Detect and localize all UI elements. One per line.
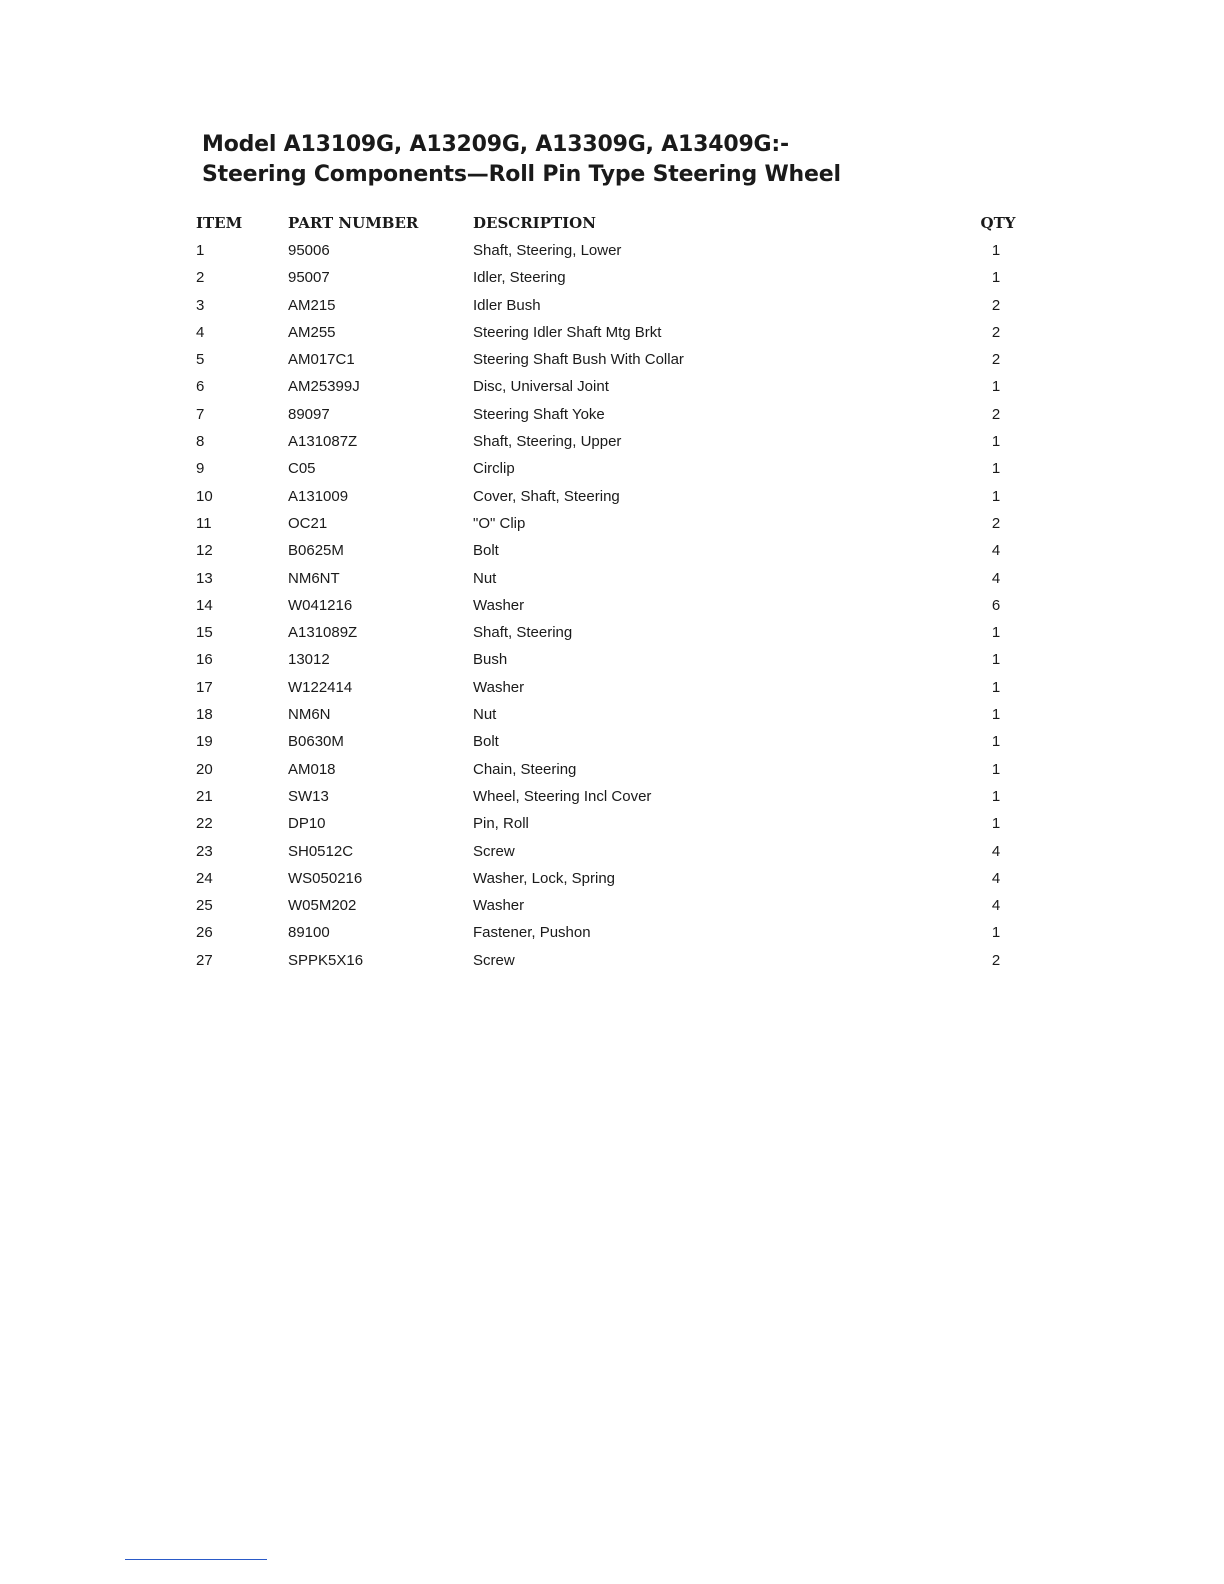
item-cell: 26	[196, 924, 213, 942]
footer-rule	[125, 1559, 267, 1560]
qty-cell: 1	[991, 706, 1001, 724]
item-cell: 8	[196, 433, 205, 451]
table-row	[196, 428, 1026, 455]
part-number-cell: AM017C1	[288, 351, 355, 369]
qty-cell: 2	[991, 951, 1001, 969]
description-cell: Chain, Steering	[473, 760, 577, 778]
table-row	[196, 537, 1026, 564]
part-number-cell: DP10	[288, 815, 326, 833]
parts-table	[196, 209, 1026, 974]
part-number-cell: AM215	[288, 296, 336, 314]
description-cell: Steering Idler Shaft Mtg Brkt	[473, 323, 662, 341]
item-cell: 14	[196, 596, 213, 614]
table-row	[196, 838, 1026, 865]
description-cell: Steering Shaft Bush With Collar	[473, 351, 684, 369]
table-row	[196, 565, 1026, 592]
part-number-cell: B0630M	[288, 733, 344, 751]
table-row	[196, 483, 1026, 510]
description-cell: Bush	[473, 651, 508, 669]
item-cell: 17	[196, 678, 213, 696]
qty-cell: 1	[991, 787, 1001, 805]
qty-cell: 1	[991, 378, 1001, 396]
qty-cell: 1	[991, 269, 1001, 287]
table-row	[196, 592, 1026, 619]
item-cell: 10	[196, 487, 213, 505]
part-number-cell: AM018	[288, 760, 336, 778]
table-row	[196, 319, 1026, 346]
part-number-cell: A131009	[288, 487, 349, 505]
qty-cell: 1	[991, 760, 1001, 778]
item-cell: 16	[196, 651, 213, 669]
part-number-cell: A131087Z	[288, 433, 358, 451]
item-cell: 12	[196, 542, 213, 560]
description-cell: Shaft, Steering, Upper	[473, 433, 622, 451]
part-number-cell: SW13	[288, 787, 329, 805]
item-cell: 1	[196, 242, 205, 259]
description-cell: Cover, Shaft, Steering	[473, 487, 620, 505]
description-cell: Bolt	[473, 542, 499, 560]
table-row	[196, 237, 1026, 264]
part-number-cell: AM25399J	[288, 378, 360, 396]
part-number-cell: 89097	[288, 405, 330, 423]
item-cell: 3	[196, 296, 205, 314]
item-cell: 4	[196, 323, 205, 341]
description-cell: Steering Shaft Yoke	[473, 405, 605, 423]
table-row	[196, 783, 1026, 810]
item-cell: 9	[196, 460, 205, 478]
qty-cell: 4	[991, 569, 1001, 587]
part-number-cell: A131089Z	[288, 624, 358, 642]
part-number-cell: W041216	[288, 596, 353, 614]
qty-cell: 1	[991, 733, 1001, 751]
part-number-cell: W05M202	[288, 897, 357, 915]
description-cell: Washer	[473, 678, 525, 696]
part-number-cell: C05	[288, 460, 316, 478]
table-row	[196, 455, 1026, 482]
part-number-cell: OC21	[288, 514, 328, 532]
qty-cell: 2	[991, 514, 1001, 532]
qty-cell: 4	[991, 897, 1001, 915]
description-cell: Nut	[473, 569, 497, 587]
table-row	[196, 947, 1026, 974]
qty-cell: 1	[991, 242, 1001, 259]
table-row	[196, 701, 1026, 728]
part-number-cell: 95006	[288, 242, 330, 259]
title-line-2: Steering Components—Roll Pin Type Steering Wheel	[202, 162, 841, 187]
part-number-cell: AM255	[288, 323, 336, 341]
page-title	[202, 130, 841, 190]
qty-cell: 1	[991, 651, 1001, 669]
table-row	[196, 264, 1026, 291]
item-cell: 24	[196, 869, 213, 887]
part-number-cell: 95007	[288, 269, 330, 287]
item-cell: 7	[196, 405, 205, 423]
qty-cell: 4	[991, 542, 1001, 560]
table-row	[196, 292, 1026, 319]
table-row	[196, 892, 1026, 919]
part-number-cell: NM6N	[288, 706, 331, 724]
description-cell: Idler Bush	[473, 296, 541, 314]
table-row	[196, 373, 1026, 400]
header-qty: QTY	[980, 214, 1016, 232]
item-cell: 22	[196, 815, 213, 833]
qty-cell: 1	[991, 487, 1001, 505]
part-number-cell: 13012	[288, 651, 330, 669]
table-row	[196, 646, 1026, 673]
item-cell: 18	[196, 706, 213, 724]
part-number-cell: W122414	[288, 678, 353, 696]
table-row	[196, 401, 1026, 428]
qty-cell: 1	[991, 924, 1001, 942]
table-row	[196, 756, 1026, 783]
description-cell: Circlip	[473, 460, 515, 478]
item-cell: 2	[196, 269, 205, 287]
part-number-cell: B0625M	[288, 542, 344, 560]
part-number-cell: SH0512C	[288, 842, 354, 860]
description-cell: Nut	[473, 706, 497, 724]
item-cell: 25	[196, 897, 213, 915]
qty-cell: 1	[991, 815, 1001, 833]
item-cell: 23	[196, 842, 213, 860]
description-cell: Washer, Lock, Spring	[473, 869, 616, 887]
item-cell: 5	[196, 351, 205, 369]
description-cell: Shaft, Steering, Lower	[473, 242, 622, 259]
description-cell: Wheel, Steering Incl Cover	[473, 787, 652, 805]
qty-cell: 4	[991, 842, 1001, 860]
table-row	[196, 865, 1026, 892]
item-cell: 27	[196, 951, 213, 969]
description-cell: Idler, Steering	[473, 269, 566, 287]
title-line-1: Model A13109G, A13209G, A13309G, A13409G:-	[202, 132, 789, 157]
table-body	[196, 237, 1026, 974]
table-header	[196, 209, 1026, 237]
header-part-number: PART NUMBER	[288, 214, 419, 232]
description-cell: Shaft, Steering	[473, 624, 573, 642]
part-number-cell: 89100	[288, 924, 330, 942]
table-row	[196, 346, 1026, 373]
item-cell: 19	[196, 733, 213, 751]
table-row	[196, 810, 1026, 837]
part-number-cell: WS050216	[288, 869, 363, 887]
description-cell: Disc, Universal Joint	[473, 378, 609, 396]
description-cell: Pin, Roll	[473, 815, 529, 833]
item-cell: 13	[196, 569, 213, 587]
description-cell: Screw	[473, 842, 515, 860]
description-cell: Bolt	[473, 733, 499, 751]
item-cell: 11	[196, 514, 212, 532]
qty-cell: 2	[991, 351, 1001, 369]
qty-cell: 1	[991, 433, 1001, 451]
qty-cell: 6	[991, 596, 1001, 614]
header-item: ITEM	[196, 214, 243, 232]
description-cell: Washer	[473, 596, 525, 614]
qty-cell: 2	[991, 405, 1001, 423]
qty-cell: 2	[991, 296, 1001, 314]
qty-cell: 1	[991, 460, 1001, 478]
part-number-cell: SPPK5X16	[288, 951, 364, 969]
qty-cell: 2	[991, 323, 1001, 341]
item-cell: 21	[196, 787, 213, 805]
item-cell: 15	[196, 624, 213, 642]
table-row	[196, 728, 1026, 755]
table-row	[196, 919, 1026, 946]
qty-cell: 1	[991, 624, 1001, 642]
qty-cell: 1	[991, 678, 1001, 696]
part-number-cell: NM6NT	[288, 569, 340, 587]
item-cell: 6	[196, 378, 205, 396]
qty-cell: 4	[991, 869, 1001, 887]
description-cell: Washer	[473, 897, 525, 915]
table-row	[196, 619, 1026, 646]
item-cell: 20	[196, 760, 213, 778]
description-cell: Screw	[473, 951, 515, 969]
description-cell: "O" Clip	[473, 514, 526, 532]
header-description: DESCRIPTION	[473, 214, 596, 232]
table-row	[196, 674, 1026, 701]
description-cell: Fastener, Pushon	[473, 924, 591, 942]
table-row	[196, 510, 1026, 537]
